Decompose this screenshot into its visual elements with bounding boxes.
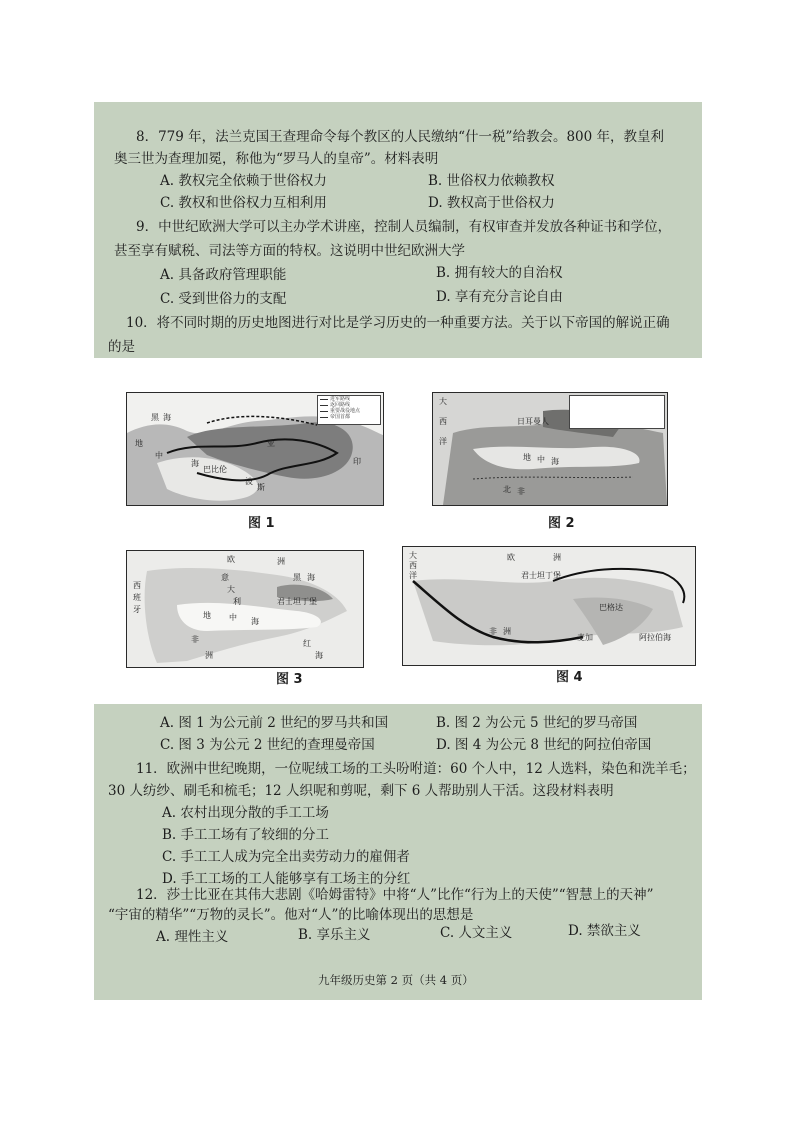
q10-stem-line1: 10．将不同时期的历史地图进行对比是学习历史的一种重要方法。关于以下帝国的解说正确 — [126, 315, 670, 331]
map-figure-1 — [126, 392, 384, 506]
map-label: 海 — [191, 459, 199, 468]
map-label: 君士坦丁堡 — [277, 597, 317, 606]
map-label: 印 — [353, 457, 361, 466]
q8-option-a[interactable]: A. 教权完全依赖于世俗权力 — [160, 173, 327, 189]
map-label: 地 — [135, 439, 143, 448]
map-label: 洲 — [277, 557, 285, 566]
map-figure-3-drawing — [127, 551, 363, 667]
page-footer: 九年级历史第 2 页（共 4 页） — [318, 973, 474, 987]
map-label: 斯 — [257, 483, 265, 492]
map-label: 班 — [133, 593, 141, 602]
map-label: 地 — [523, 453, 531, 462]
map-label: 中 — [155, 451, 163, 460]
q9-stem-line2: 甚至享有赋税、司法等方面的特权。这说明中世纪欧洲大学 — [114, 243, 465, 259]
map-figure-1-caption: 图 1 — [248, 516, 275, 531]
map-label: 洲 — [553, 553, 561, 562]
map-label: 意 — [221, 573, 229, 582]
q12-option-c[interactable]: C. 人文主义 — [440, 925, 513, 941]
map-label: 西 — [439, 417, 447, 426]
map-label: 海 — [307, 573, 315, 582]
map-label: 阿拉伯海 — [639, 633, 671, 642]
map-figure-1-legend — [317, 395, 381, 425]
q11-option-d[interactable]: D. 手工工场的工人能够享有工场主的分红 — [162, 871, 411, 887]
map-label: 非 — [517, 487, 525, 496]
map-label: 西 — [409, 561, 417, 570]
q12-stem-line1: 12．莎士比亚在其伟大悲剧《哈姆雷特》中将“人”比作“行为上的天使”“智慧上的天神” — [136, 887, 654, 903]
q8-option-c[interactable]: C. 教权和世俗权力互相利用 — [160, 195, 327, 211]
map-figure-2 — [432, 392, 668, 506]
q8-option-b[interactable]: B. 世俗权力依赖教权 — [428, 173, 555, 189]
map-figure-4 — [402, 546, 696, 666]
q10-option-b[interactable]: B. 图 2 为公元 5 世纪的罗马帝国 — [436, 715, 638, 731]
q9-option-c[interactable]: C. 受到世俗力的支配 — [160, 291, 287, 307]
q8-stem-line2: 奥三世为查理加冕，称他为“罗马人的皇帝”。材料表明 — [114, 151, 439, 167]
map-label: 日耳曼人 — [517, 417, 549, 426]
map-label: 海 — [163, 413, 171, 422]
map-label: 君士坦丁堡 — [521, 571, 561, 580]
map-label: 大 — [439, 397, 447, 406]
q11-option-c[interactable]: C. 手工工人成为完全出卖劳动力的雇佣者 — [162, 849, 410, 865]
map-label: 红 — [303, 639, 311, 648]
map-label: 牙 — [133, 605, 141, 614]
map-label: 巴格达 — [599, 603, 623, 612]
q8-option-d[interactable]: D. 教权高于世俗权力 — [428, 195, 555, 211]
map-label: 海 — [315, 651, 323, 660]
map-figure-3 — [126, 550, 364, 668]
legend-item: 返回路线 — [318, 402, 380, 408]
legend-item: 帝国首都 — [318, 414, 380, 420]
map-figure-4-caption: 图 4 — [556, 670, 583, 685]
map-label: 洋 — [439, 437, 447, 446]
q10-option-d[interactable]: D. 图 4 为公元 8 世纪的阿拉伯帝国 — [436, 737, 652, 753]
q11-option-a[interactable]: A. 农村出现分散的手工工场 — [162, 805, 329, 821]
map-label: 北 — [503, 485, 511, 494]
map-label: 西 — [133, 581, 141, 590]
map-label: 欧 — [507, 553, 515, 562]
q9-option-d[interactable]: D. 享有充分言论自由 — [436, 289, 563, 305]
map-label: 非 — [489, 627, 497, 636]
map-figure-3-caption: 图 3 — [276, 672, 303, 687]
map-label: 洲 — [503, 627, 511, 636]
map-label: 亚 — [267, 439, 275, 448]
map-label: 大 — [227, 585, 235, 594]
q10-option-a[interactable]: A. 图 1 为公元前 2 世纪的罗马共和国 — [160, 715, 389, 731]
map-label: 利 — [233, 597, 241, 606]
q12-option-b[interactable]: B. 享乐主义 — [298, 927, 371, 943]
q11-stem-line2: 30 人纺纱、刷毛和梳毛；12 人织呢和剪呢，剩下 6 人帮助别人干活。这段材料表明 — [108, 783, 614, 799]
map-label: 地 — [203, 611, 211, 620]
q9-option-b[interactable]: B. 拥有较大的自治权 — [436, 265, 563, 281]
q12-option-a[interactable]: A. 理性主义 — [156, 929, 229, 945]
map-figure-2-caption: 图 2 — [548, 516, 575, 531]
map-label: 黑 — [151, 413, 159, 422]
q11-option-b[interactable]: B. 手工工场有了较细的分工 — [162, 827, 330, 843]
q9-option-a[interactable]: A. 具备政府管理职能 — [160, 267, 287, 283]
q10-stem-line2: 的是 — [108, 339, 135, 355]
map-label: 洲 — [205, 651, 213, 660]
q12-stem-line2: “宇宙的精华”“万物的灵长”。他对“人”的比喻体现出的思想是 — [108, 907, 474, 923]
map-figure-4-drawing — [403, 547, 695, 665]
q9-stem-line1: 9．中世纪欧洲大学可以主办学术讲座，控制人员编制，有权审查并发放各种证书和学位， — [136, 219, 672, 235]
map-label: 海 — [551, 457, 559, 466]
map-label: 波 — [245, 477, 253, 486]
map-figure-2-legend — [569, 395, 665, 429]
map-label: 黑 — [293, 573, 301, 582]
map-label: 中 — [537, 455, 545, 464]
q8-stem-line1: 8．779 年，法兰克国王查理命令每个教区的人民缴纳“什一税”给教会。800 年，教皇利 — [136, 129, 665, 145]
q11-stem-line1: 11．欧洲中世纪晚期，一位呢绒工场的工头吩咐道：60 个人中，12 人选料，染色和洗羊毛； — [136, 761, 696, 777]
map-label: 大 — [409, 551, 417, 560]
map-label: 海 — [251, 617, 259, 626]
legend-item: 进军路线 — [318, 396, 380, 402]
legend-item: 重要战役地点 — [318, 408, 380, 414]
map-label: 欧 — [227, 555, 235, 564]
map-label: 非 — [191, 635, 199, 644]
map-label: 中 — [229, 613, 237, 622]
map-label: 洋 — [409, 571, 417, 580]
q10-option-c[interactable]: C. 图 3 为公元 2 世纪的查理曼帝国 — [160, 737, 375, 753]
map-label: 巴比伦 — [203, 465, 227, 474]
map-label: 麦加 — [577, 633, 593, 642]
q12-option-d[interactable]: D. 禁欲主义 — [568, 923, 641, 939]
